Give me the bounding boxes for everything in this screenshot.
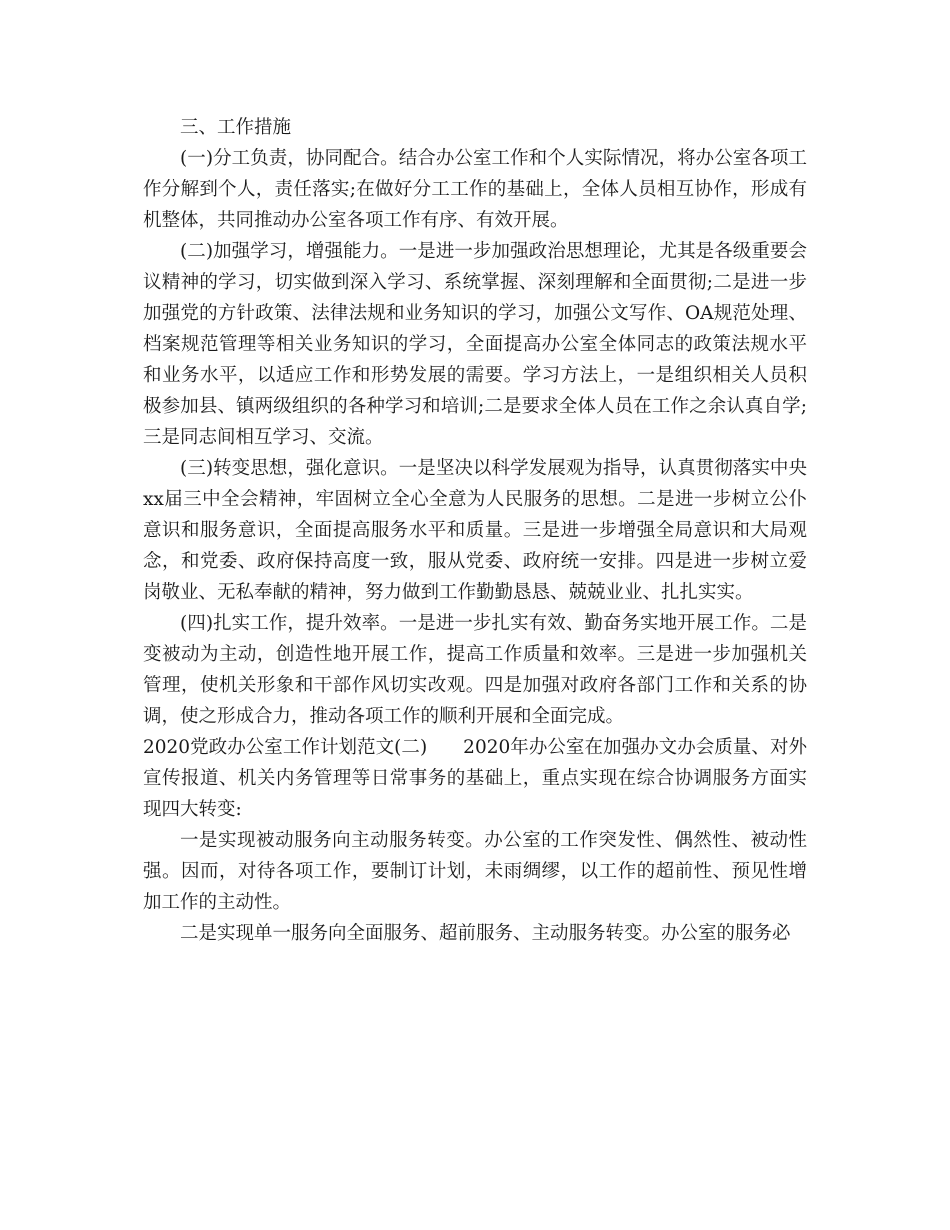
- paragraph-plan-title: [143, 732, 807, 825]
- document-body: [143, 112, 807, 949]
- paragraph-strengthen-learning: (二)加强学习，增强能力。一是进一步加强政治思想理论，尤其是各级重要会议精神的学习，切实做到深入学习、系统掌握、深刻理解和全面贯彻;二是进一步加强党的方针政策、法律法规和业务知识的学习，加强公文写作、OA规范处理、档案规范管理等相关业务知识的学习，全面提高办公室全体同志的政策法规水平和业务水平，以适应工作和形势发展的需要。学习方法上，一是组织相关人员积极参加县、镇两级组织的各种学习和培训;二是要求全体人员在工作之余认真自学;三是同志间相互学习、交流。: [143, 241, 807, 448]
- paragraph-transformation-two: 二是实现单一服务向全面服务、超前服务、主动服务转变。办公室的服务必: [180, 923, 791, 944]
- plan-title: 2020党政办公室工作计划范文(二): [143, 737, 428, 758]
- section-heading: 三、工作措施: [180, 117, 292, 138]
- paragraph-solid-work: (四)扎实工作，提升效率。一是进一步扎实有效、勤奋务实地开展工作。二是变被动为主动，创造性地开展工作，提高工作质量和效率。三是进一步加强机关管理，使机关形象和干部作风切实改观。四是加强对政府各部门工作和关系的协调，使之形成合力，推动各项工作的顺利开展和全面完成。: [143, 613, 807, 727]
- paragraph-division-of-work: (一)分工负责，协同配合。结合办公室工作和个人实际情况，将办公室各项工作分解到个人，责任落实;在做好分工工作的基础上，全体人员相互协作，形成有机整体，共同推动办公室各项工作有序、有效开展。: [143, 148, 807, 231]
- paragraph-transformation-one: 一是实现被动服务向主动服务转变。办公室的工作突发性、偶然性、被动性强。因而，对待各项工作，要制订计划，未雨绸缪，以工作的超前性、预见性增加工作的主动性。: [143, 830, 807, 913]
- paragraph-change-thinking: (三)转变思想，强化意识。一是坚决以科学发展观为指导，认真贯彻落实中央xx届三中全会精神，牢固树立全心全意为人民服务的思想。二是进一步树立公仆意识和服务意识，全面提高服务水平和质量。三是进一步增强全局意识和大局观念，和党委、政府保持高度一致，服从党委、政府统一安排。四是进一步树立爱岗敬业、无私奉献的精神，努力做到工作勤勤恳恳、兢兢业业、扎扎实实。: [143, 458, 807, 603]
- plan-intro: 2020年办公室在加强办文办会质量、对外宣传报道、机关内务管理等日常事务的基础上，重点实现在综合协调服务方面实现四大转变:: [143, 737, 807, 820]
